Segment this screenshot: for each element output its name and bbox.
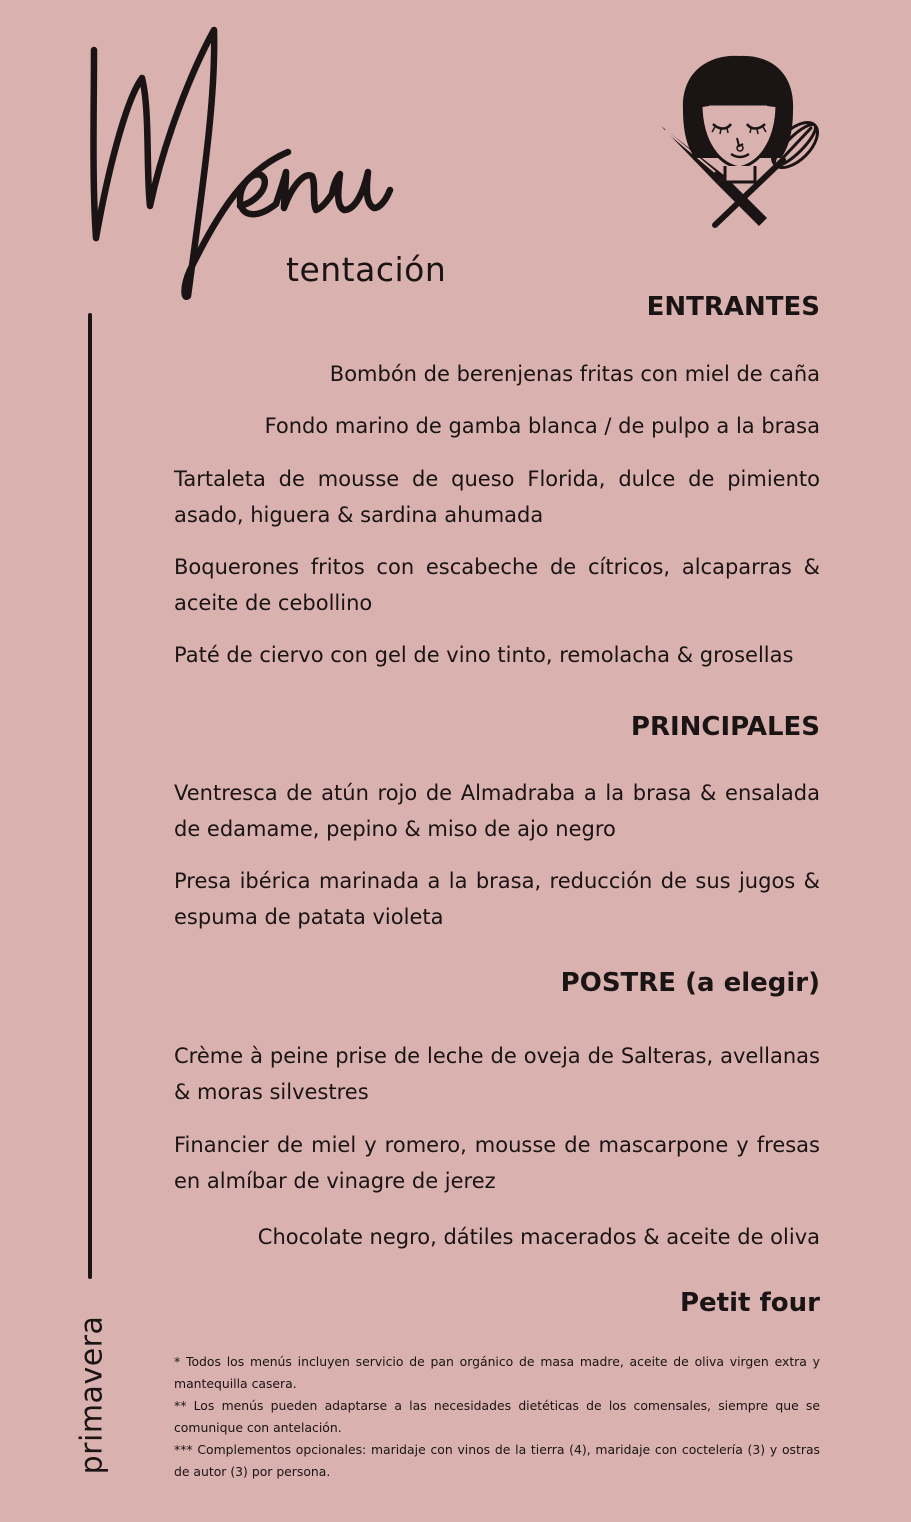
section-title-postre: POSTRE (a elegir) — [560, 968, 820, 998]
dish-item: Chocolate negro, dátiles macerados & aceite de oliva — [257, 1225, 820, 1249]
vertical-divider — [88, 313, 92, 1279]
dish-item: Crème à peine prise de leche de oveja de Salteras, avellanas & moras silvestres — [174, 1044, 820, 1104]
footnotes — [174, 1351, 820, 1483]
section-title-principales: PRINCIPALES — [630, 712, 820, 742]
section-title-entrantes: ENTRANTES — [646, 292, 820, 322]
dish-item: Bombón de berenjenas fritas con miel de caña — [329, 362, 820, 386]
footnote: *** Complementos opcionales: maridaje con vinos de la tierra (4), maridaje con coctelería (3) y ostras de autor (3) por persona. — [174, 1442, 820, 1479]
dish-item: Ventresca de atún rojo de Almadraba a la brasa & ensalada de edamame, pepino & miso de ajo negro — [174, 781, 820, 841]
dish-item: Financier de miel y romero, mousse de mascarpone y fresas en almíbar de vinagre de jerez — [174, 1133, 820, 1193]
dish-item: Paté de ciervo con gel de vino tinto, remolacha & grosellas — [174, 643, 794, 667]
dish-item: Presa ibérica marinada a la brasa, reducción de sus jugos & espuma de patata violeta — [174, 869, 820, 929]
menu-subtitle: tentación — [286, 250, 447, 289]
footnote: ** Los menús pueden adaptarse a las necesidades dietéticas de los comensales, siempre que se comunique con antelación. — [174, 1398, 820, 1435]
footnote: * Todos los menús incluyen servicio de pan orgánico de masa madre, aceite de oliva virgen extra y mantequilla casera. — [174, 1354, 820, 1391]
season-label: primavera — [74, 1315, 110, 1475]
chef-woman-knife-whisk-icon — [655, 50, 825, 235]
section-title-petit-four: Petit four — [679, 1288, 820, 1318]
dish-item: Boquerones fritos con escabeche de cítricos, alcaparras & aceite de cebollino — [174, 555, 820, 615]
dish-item: Fondo marino de gamba blanca / de pulpo a la brasa — [264, 414, 820, 438]
dish-item: Tartaleta de mousse de queso Florida, dulce de pimiento asado, higuera & sardina ahumada — [174, 467, 820, 527]
